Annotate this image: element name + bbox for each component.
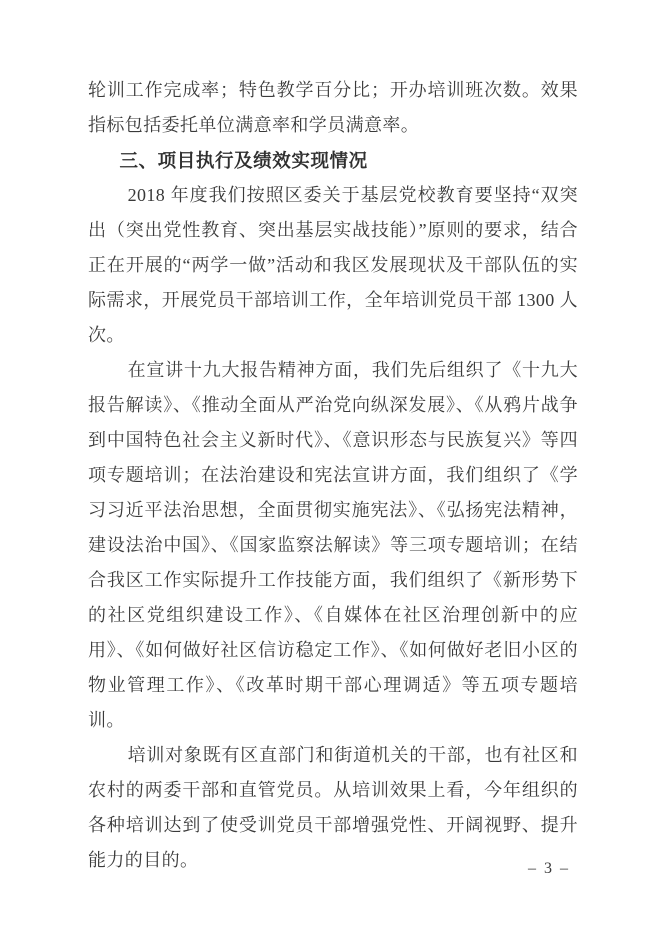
section-heading: 三、项目执行及绩效实现情况	[119, 150, 368, 171]
paragraph-overview: 2018 年度我们按照区委关于基层党校教育要坚持“双突出（突出党性教育、突出基层实战技能）”原则的要求，结合正在开展的“两学一做”活动和我区发展现状及干部队伍的实际需求，开展党员干部培训工作，全年培训党员干部 1300 人次。	[88, 185, 578, 345]
paragraph-continuation: 轮训工作完成率；特色教学百分比；开办培训班次数。效果指标包括委托单位满意率和学员满意率。	[88, 80, 578, 135]
paragraph-training-targets: 培训对象既有区直部门和街道机关的干部，也有社区和农村的两委干部和直管党员。从培训效果上看，今年组织的各种培训达到了使受训党员干部增强党性、开阔视野、提升能力的目的。	[88, 745, 578, 870]
page-number: – 3 –	[528, 860, 570, 877]
paragraph-training-topics: 在宣讲十九大报告精神方面，我们先后组织了《十九大报告解读》、《推动全面从严治党向纵深发展》、《从鸦片战争到中国特色社会主义新时代》、《意识形态与民族复兴》等四项专题培训；在法治建设和宪法宣讲方面，我们组织了《学习习近平法治思想，全面贯彻实施宪法》、《弘扬宪法精神，建设法治中国》、《国家监察法解读》等三项专题培训；在结合我区工作实际提升工作技能方面，我们组织了《新形势下的社区党组织建设工作》、《自媒体在社区治理创新中的应用》、《如何做好社区信访稳定工作》、《如何做好老旧小区的物业管理工作》、《改革时期干部心理调适》等五项专题培训。	[88, 360, 578, 730]
document-body	[88, 73, 578, 878]
